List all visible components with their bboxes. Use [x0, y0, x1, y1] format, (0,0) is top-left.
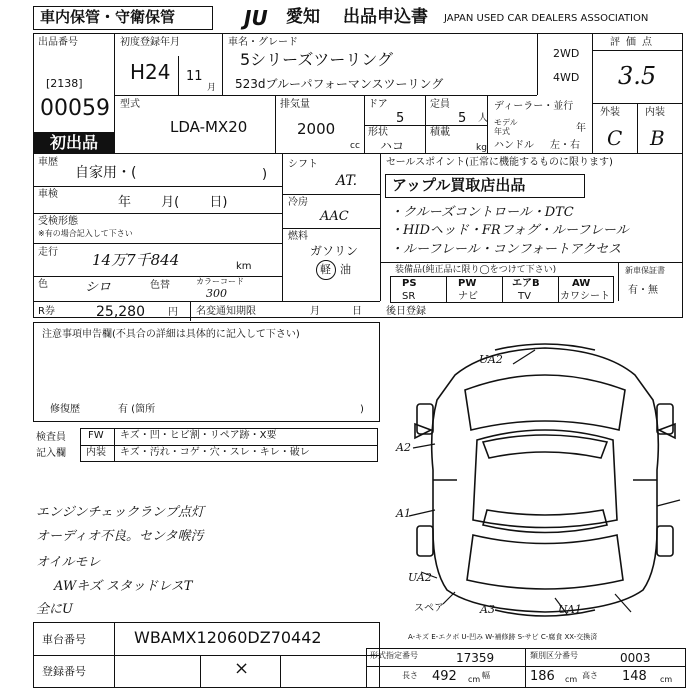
exterior-label: 外装	[600, 107, 620, 118]
fuel-other: 油	[340, 263, 351, 276]
fuel-value: ガソリン	[310, 244, 359, 258]
height-label: 高さ	[582, 671, 598, 680]
new-car-value: 有・無	[628, 285, 658, 296]
diagram-mark-ua1: UA1	[558, 603, 582, 616]
width-unit: cm	[565, 675, 578, 684]
color-value: シロ	[85, 280, 112, 295]
diagram-mark-a2-left: A2	[396, 441, 411, 454]
equipment-sr: SR	[402, 291, 416, 302]
history-close-paren: )	[262, 167, 268, 182]
class-label: 類別区分番号	[530, 651, 578, 660]
model-label: 車名・グレード	[228, 37, 298, 48]
fw-label: FW	[88, 430, 104, 441]
color-code-value: 300	[206, 287, 227, 300]
recycle-label: R券	[38, 306, 55, 317]
interior-grade: B	[650, 126, 665, 150]
inspection-label: 車検	[38, 189, 58, 200]
mileage-value: 14万7千844	[92, 251, 180, 269]
entry-label: 記入欄	[36, 448, 66, 459]
diagram-mark-a3: A3	[480, 603, 495, 616]
received-note: ※有の場合記入して下さい	[38, 229, 133, 238]
tax-deadline-label: 名変通知期限	[196, 306, 256, 317]
doors-label: ドア	[368, 99, 388, 110]
exterior-grade: C	[607, 126, 623, 150]
diagram-mark-ua2-top: UA2	[479, 353, 503, 366]
displacement-value: 2000	[297, 120, 336, 138]
handwritten-note-2: オーディオ不良。センタ喉汚	[36, 529, 204, 544]
recycle-amount: 25,280	[96, 304, 145, 320]
interior-row-label: 内装	[86, 447, 106, 458]
model-year-label: モデル年式	[494, 118, 518, 136]
displacement-label: 排気量	[280, 99, 310, 110]
equipment-pw: PW	[458, 278, 477, 289]
interior-items: キズ・汚れ・コゲ・穴・スレ・キレ・破レ	[120, 447, 310, 458]
color-change-label: 色替	[150, 280, 170, 291]
color-label: 色	[38, 279, 48, 290]
tax-deadline-day: 日	[352, 306, 362, 317]
fw-items: キズ・凹・ヒビ割・リペア跡・X要	[120, 430, 277, 441]
shift-label: シフト	[288, 159, 318, 170]
dealer-label: ディーラー・並行	[494, 101, 574, 112]
car-body-outline	[432, 348, 659, 612]
class-value: 0003	[620, 651, 651, 665]
inspection-value: 年 月( 日)	[118, 195, 228, 210]
drive-4wd: 4WD	[553, 71, 580, 84]
doors-value: 5	[396, 111, 405, 126]
new-car-label: 新車保証書	[625, 266, 665, 275]
shape-label: 形状	[368, 127, 388, 138]
length-unit: cm	[468, 675, 481, 684]
sales-line-1: ・クルーズコントロール・DTC	[390, 205, 574, 220]
lot-label: 出品番号	[38, 37, 78, 48]
cert-label: 形式指定番号	[370, 651, 418, 660]
repair-close: )	[360, 404, 364, 415]
handle-label: ハンドル	[494, 140, 534, 151]
repair-label: 修復歴	[50, 404, 80, 415]
equipment-seat: カワシート	[560, 291, 610, 302]
history-value: 自家用・(	[75, 165, 137, 181]
recycle-unit: 円	[168, 307, 178, 318]
mileage-unit: km	[236, 261, 252, 272]
equipment-tv: TV	[518, 291, 531, 302]
handwritten-note-1: エンジンチェックランプ点灯	[36, 505, 204, 520]
interior-label: 内装	[645, 107, 665, 118]
length-label: 長さ	[402, 671, 418, 680]
registration-label: 初度登録年月	[120, 37, 180, 48]
inspector-label: 検査員	[36, 432, 66, 443]
shape-value: ハコ	[380, 139, 405, 153]
evaluation-label: 評価点	[610, 37, 658, 48]
ju-logo: JU	[244, 6, 268, 30]
aircon-label: 冷房	[288, 197, 308, 208]
branch-name: 愛知	[286, 7, 320, 27]
caution-label: 注意事項申告欄(不具合の詳細は具体的に記入して下さい)	[42, 329, 300, 340]
model-year-unit: 年	[576, 123, 586, 134]
shift-value: AT.	[336, 173, 358, 189]
reg-number-label: 登録番号	[42, 665, 86, 678]
equipment-navi: ナビ	[458, 291, 478, 302]
equipment-airbag: エアB	[512, 278, 540, 289]
sales-points-label: セールスポイント(正常に機能するものに限ります)	[386, 157, 613, 168]
fuel-label: 燃料	[288, 231, 308, 242]
post-entry-label: 後日登録	[386, 306, 426, 317]
mileage-label: 走行	[38, 247, 58, 258]
aircon-value: AAC	[320, 209, 349, 224]
history-label: 車歴	[38, 157, 58, 168]
loading-label: 積載	[430, 127, 450, 138]
reg-number-value: ×	[234, 658, 250, 679]
sales-line-3: ・ルーフレール・コンフォートアクセス	[390, 242, 622, 257]
lot-bracket-number: [2138]	[46, 77, 83, 90]
sales-headline: アップル買取店出品	[392, 176, 526, 194]
capacity-label: 定員	[430, 99, 450, 110]
loading-unit: kg	[476, 143, 487, 153]
width-label: 幅	[482, 671, 490, 680]
type-label: 型式	[120, 99, 140, 110]
diagram-mark-ua2-bottom: UA2	[408, 571, 432, 584]
length-value: 492	[432, 669, 457, 684]
capacity-value: 5	[458, 111, 467, 126]
color-code-label: カラーコード	[196, 277, 244, 286]
drive-2wd: 2WD	[553, 47, 580, 60]
type-value: LDA-MX20	[170, 118, 248, 136]
equipment-label: 装備品(純正品に限り◯をつけて下さい)	[395, 265, 557, 275]
fuel-selected: 軽	[320, 263, 331, 276]
displacement-unit: cc	[350, 141, 360, 151]
equipment-ps: PS	[402, 278, 417, 289]
height-value: 148	[622, 669, 647, 684]
form-title: 出品申込書	[343, 7, 428, 27]
height-unit: cm	[660, 675, 673, 684]
chassis-value: WBAMX12060DZ70442	[134, 628, 322, 647]
model-grade: 523dブルーパフォーマンスツーリング	[235, 77, 444, 91]
received-label: 受検形態	[38, 216, 78, 227]
handwritten-note-4: AWキズ スタッドレスT	[54, 579, 193, 594]
association-name: JAPAN USED CAR DEALERS ASSOCIATION	[444, 13, 649, 24]
storage-label: 車内保管・守衛保管	[40, 8, 176, 26]
car-diagram	[395, 320, 690, 630]
spare-label: スペア	[414, 603, 444, 614]
cert-value: 17359	[456, 651, 495, 665]
diagram-mark-a1-left: A1	[396, 507, 411, 520]
diagram-legend: A-キズ E-エクボ U-凹み W-補修跡 S-サビ C-腐食 XX-交換済	[408, 633, 598, 641]
tax-deadline-month: 月	[310, 306, 320, 317]
handle-options: 左・右	[550, 140, 580, 151]
registration-month-unit: 月	[207, 83, 217, 93]
evaluation-score: 3.5	[618, 62, 657, 90]
registration-month: 11	[186, 69, 203, 84]
capacity-unit: 人	[478, 113, 488, 124]
registration-year: H24	[130, 60, 171, 84]
sales-line-2: ・HIDヘッド・FRフォグ・ルーフレール	[390, 223, 629, 238]
width-value: 186	[530, 669, 555, 684]
repair-value: 有 (箇所	[118, 404, 156, 415]
handwritten-note-5: 全にU	[36, 602, 73, 617]
model-name: 5シリーズツーリング	[240, 50, 394, 69]
lot-number: 00059	[40, 96, 110, 121]
first-listing-badge: 初出品	[34, 132, 114, 154]
chassis-label: 車台番号	[42, 633, 86, 646]
handwritten-note-3: オイルモレ	[36, 555, 101, 570]
equipment-aw: AW	[572, 278, 591, 289]
